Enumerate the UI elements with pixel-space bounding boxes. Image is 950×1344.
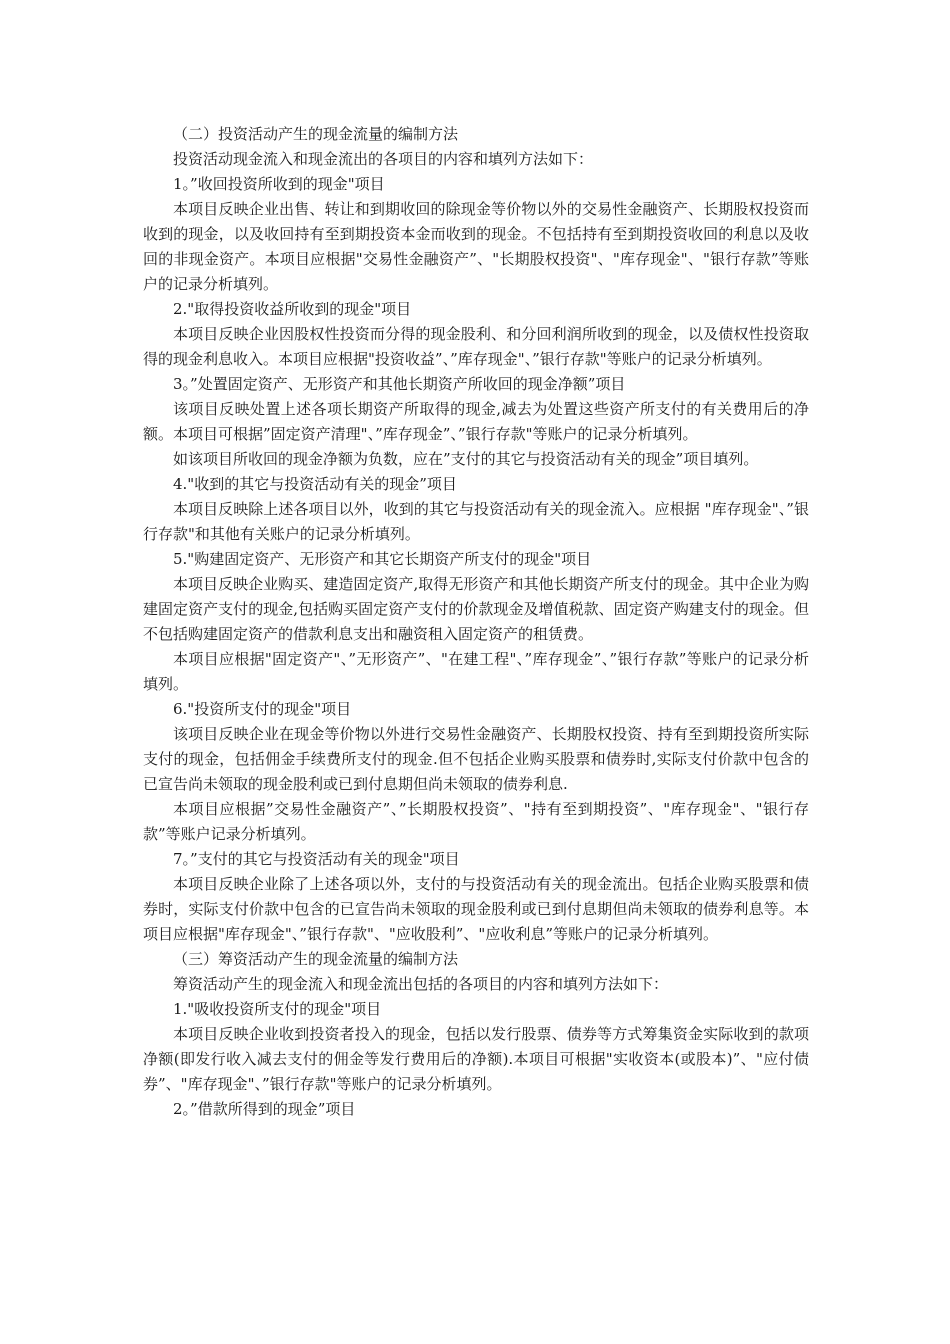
paragraph-item-3: 该项目反映处置上述各项长期资产所取得的现金,减去为处置这些资产所支付的有关费用后的净额。本项目可根据”固定资产清理"、”库存现金”、”银行存款"等账户的记录分析填列。 [143,400,809,443]
paragraph-item-7: 本项目反映企业除了上述各项以外，支付的与投资活动有关的现金流出。包括企业购买股票和债券时，实际支付价款中包含的已宣告尚未领取的现金股利或已到付息期但尚未领取的债券利息等。本项目应根据"库存现金"、”银行存款"、"应收股利”、"应收利息”等账户的记录分析填列。 [143,875,809,943]
item-heading-6: 6."投资所支付的现金"项目 [173,700,352,718]
paragraph-item-2: 本项目反映企业因股权性投资而分得的现金股利、和分回利润所收到的现金，以及债权性投资取得的现金利息收入。本项目应根据"投资收益”、”库存现金"、”银行存款"等账户的记录分析填列。 [143,325,809,368]
item-heading-5: 5."购建固定资产、无形资产和其它长期资产所支付的现金"项目 [173,550,592,568]
section-heading-investing: （二）投资活动产生的现金流量的编制方法 [173,125,459,143]
paragraph-item-1: 本项目反映企业出售、转让和到期收回的除现金等价物以外的交易性金融资产、长期股权投资而收到的现金，以及收回持有至到期投资本金而收到的现金。不包括持有至到期投资收回的利息以及收回的非现金资产。本项目应根据"交易性金融资产”、"长期股权投资"、"库存现金"、"银行存款”等账户的记录分析填列。 [143,200,809,293]
document-body [143,122,809,1122]
paragraph-item-4: 本项目反映除上述各项目以外，收到的其它与投资活动有关的现金流入。应根据 "库存现金"、”银行存款"和其他有关账户的记录分析填列。 [143,500,809,543]
paragraph-intro-investing: 投资活动现金流入和现金流出的各项目的内容和填列方法如下： [173,150,594,168]
paragraph-item-5-source: 本项目应根据"固定资产"、”无形资产”、"在建工程"、”库存现金”、”银行存款”等账户的记录分析填列。 [143,650,809,693]
item-heading-4: 4."收到的其它与投资活动有关的现金”项目 [173,475,457,493]
paragraph-intro-financing: 筹资活动产生的现金流入和现金流出包括的各项目的内容和填列方法如下： [173,975,669,993]
financing-item-heading-1: 1."吸收投资所支付的现金"项目 [173,1000,382,1018]
item-heading-2: 2."取得投资收益所收到的现金"项目 [173,300,412,318]
paragraph-financing-item-1: 本项目反映企业收到投资者投入的现金，包括以发行股票、债券等方式筹集资金实际收到的款项净额(即发行收入减去支付的佣金等发行费用后的净额).本项目可根据"实收资本(或股本)”、"应付债券”、"库存现金"、”银行存款"等账户的记录分析填列。 [143,1025,809,1093]
section-heading-financing: （三）筹资活动产生的现金流量的编制方法 [173,950,459,968]
financing-item-heading-2: 2。”借款所得到的现金”项目 [173,1100,356,1118]
paragraph-item-6-source: 本项目应根据”交易性金融资产”、”长期股权投资”、"持有至到期投资”、"库存现金"、"银行存款”等账户记录分析填列。 [143,800,809,843]
item-heading-3: 3。”处置固定资产、无形资产和其他长期资产所收回的现金净额”项目 [173,375,626,393]
item-heading-1: 1。”收回投资所收到的现金"项目 [173,175,385,193]
item-heading-7: 7。”支付的其它与投资活动有关的现金"项目 [173,850,460,868]
paragraph-item-3-note: 如该项目所收回的现金净额为负数，应在”支付的其它与投资活动有关的现金”项目填列。 [173,450,759,468]
paragraph-item-5: 本项目反映企业购买、建造固定资产,取得无形资产和其他长期资产所支付的现金。其中企业为购建固定资产支付的现金,包括购买固定资产支付的价款现金及增值税款、固定资产购建支付的现金。但不包括购建固定资产的借款利息支出和融资租入固定资产的租赁费。 [143,575,809,643]
paragraph-item-6: 该项目反映企业在现金等价物以外进行交易性金融资产、长期股权投资、持有至到期投资所实际支付的现金，包括佣金手续费所支付的现金.但不包括企业购买股票和债券时,实际支付价款中包含的已宣告尚未领取的现金股利或已到付息期但尚未领取的债券利息. [143,725,809,793]
